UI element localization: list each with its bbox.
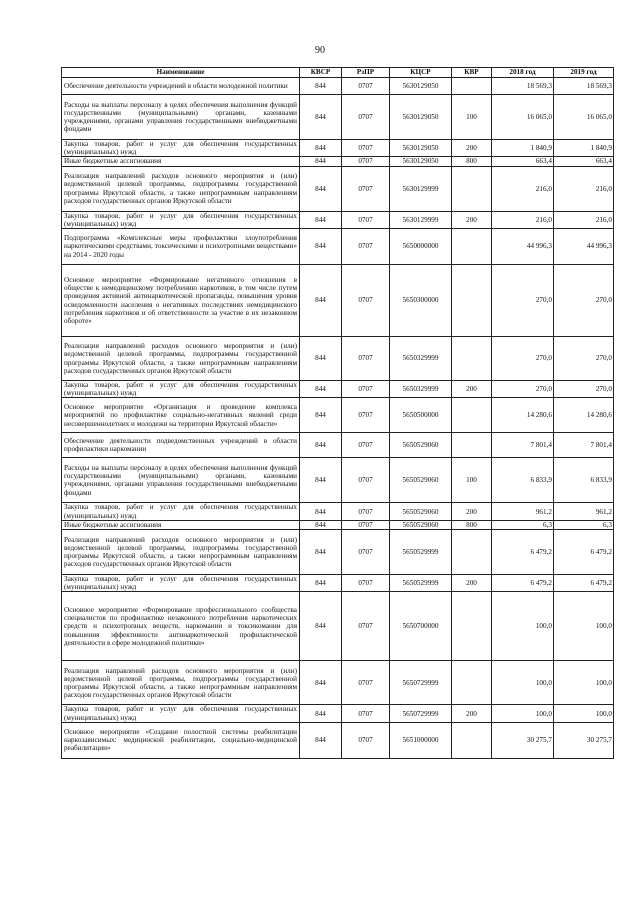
col-header-kvsr: КВСР bbox=[300, 68, 342, 78]
cell-2018: 216,0 bbox=[492, 211, 554, 228]
cell-kcsr: 5650329999 bbox=[390, 381, 452, 398]
cell-kvr bbox=[452, 592, 492, 661]
cell-kcsr: 5650329999 bbox=[390, 337, 452, 381]
cell-kvr bbox=[452, 229, 492, 265]
cell-kcsr: 5630129999 bbox=[390, 211, 452, 228]
cell-2019: 270,0 bbox=[554, 265, 614, 337]
cell-name: Иные бюджетные ассигнования bbox=[62, 157, 300, 166]
cell-kvsr: 844 bbox=[300, 95, 342, 140]
cell-kvsr: 844 bbox=[300, 265, 342, 337]
cell-name: Реализация направлений расходов основного мероприятия и (или) ведомственной целевой программы, подпрограммы государственной программы Иркутской области, а также непрограммным направлениям расходов государственных органов Иркутской области bbox=[62, 661, 300, 705]
table-row bbox=[62, 705, 614, 722]
cell-kvsr: 844 bbox=[300, 722, 342, 758]
cell-kvsr: 844 bbox=[300, 520, 342, 529]
cell-kvr bbox=[452, 337, 492, 381]
cell-name: Основное мероприятие «Формирование профессионального сообщества специалистов по профилактике незаконного потребления наркотических средств и психотропных веществ, наркомании и токсикомании для повышения эффективности антинаркотической профилактической деятельности в сфере молодежной политики» bbox=[62, 592, 300, 661]
cell-kvsr: 844 bbox=[300, 433, 342, 458]
table-row bbox=[62, 433, 614, 458]
cell-kvr bbox=[452, 78, 492, 95]
cell-2019: 663,4 bbox=[554, 157, 614, 166]
cell-2019: 100,0 bbox=[554, 661, 614, 705]
cell-2018: 270,0 bbox=[492, 265, 554, 337]
cell-2018: 7 801,4 bbox=[492, 433, 554, 458]
cell-rzpr: 0707 bbox=[342, 705, 390, 722]
cell-kvr: 100 bbox=[452, 95, 492, 140]
cell-2018: 6 479,2 bbox=[492, 530, 554, 575]
table-row bbox=[62, 229, 614, 265]
cell-2019: 1 840,9 bbox=[554, 140, 614, 157]
table-row bbox=[62, 78, 614, 95]
cell-2018: 1 840,9 bbox=[492, 140, 554, 157]
col-header-rzpr: РзПР bbox=[342, 68, 390, 78]
cell-kvsr: 844 bbox=[300, 337, 342, 381]
cell-2018: 270,0 bbox=[492, 337, 554, 381]
cell-kvsr: 844 bbox=[300, 530, 342, 575]
table-row bbox=[62, 592, 614, 661]
cell-kvr: 200 bbox=[452, 211, 492, 228]
cell-rzpr: 0707 bbox=[342, 265, 390, 337]
cell-kvsr: 844 bbox=[300, 211, 342, 228]
col-header-2018: 2018 год bbox=[492, 68, 554, 78]
cell-kvr: 200 bbox=[452, 140, 492, 157]
cell-2019: 6 479,2 bbox=[554, 575, 614, 592]
cell-rzpr: 0707 bbox=[342, 166, 390, 211]
cell-2018: 6 833,9 bbox=[492, 458, 554, 503]
cell-name: Закупка товаров, работ и услуг для обеспечения государственных (муниципальных) нужд bbox=[62, 705, 300, 722]
cell-kcsr: 5630129999 bbox=[390, 166, 452, 211]
cell-2019: 216,0 bbox=[554, 166, 614, 211]
cell-kvsr: 844 bbox=[300, 229, 342, 265]
cell-rzpr: 0707 bbox=[342, 530, 390, 575]
cell-2019: 30 275,7 bbox=[554, 722, 614, 758]
cell-kvr: 800 bbox=[452, 520, 492, 529]
table-row bbox=[62, 166, 614, 211]
cell-rzpr: 0707 bbox=[342, 592, 390, 661]
table-header-row bbox=[62, 68, 614, 78]
table-row bbox=[62, 140, 614, 157]
cell-kvr bbox=[452, 433, 492, 458]
cell-rzpr: 0707 bbox=[342, 398, 390, 433]
cell-2018: 30 275,7 bbox=[492, 722, 554, 758]
cell-2019: 6,3 bbox=[554, 520, 614, 529]
cell-name: Реализация направлений расходов основного мероприятия и (или) ведомственной целевой программы, подпрограммы государственной программы Иркутской области, а также непрограммным направлениям расходов государственных органов Иркутской области bbox=[62, 337, 300, 381]
cell-2019: 44 996,3 bbox=[554, 229, 614, 265]
cell-rzpr: 0707 bbox=[342, 520, 390, 529]
cell-2019: 6 479,2 bbox=[554, 530, 614, 575]
cell-name: Иные бюджетные ассигнования bbox=[62, 520, 300, 529]
cell-2018: 663,4 bbox=[492, 157, 554, 166]
cell-name: Расходы на выплаты персоналу в целях обеспечения выполнения функций государственными (муниципальными) органами, казенными учреждениями, органами управления государственными внебюджетными фондами bbox=[62, 458, 300, 503]
cell-2019: 216,0 bbox=[554, 211, 614, 228]
cell-rzpr: 0707 bbox=[342, 661, 390, 705]
cell-name: Обеспечение деятельности подведомственных учреждений в области профилактики наркомании bbox=[62, 433, 300, 458]
cell-rzpr: 0707 bbox=[342, 140, 390, 157]
cell-2018: 6 479,2 bbox=[492, 575, 554, 592]
cell-2019: 7 801,4 bbox=[554, 433, 614, 458]
cell-2018: 6,3 bbox=[492, 520, 554, 529]
cell-kcsr: 5650529060 bbox=[390, 433, 452, 458]
cell-2019: 100,0 bbox=[554, 592, 614, 661]
cell-2018: 100,0 bbox=[492, 592, 554, 661]
table-row bbox=[62, 458, 614, 503]
col-header-name: Наименование bbox=[62, 68, 300, 78]
table-row bbox=[62, 157, 614, 166]
cell-kcsr: 5650529999 bbox=[390, 530, 452, 575]
cell-rzpr: 0707 bbox=[342, 458, 390, 503]
cell-rzpr: 0707 bbox=[342, 211, 390, 228]
table-row bbox=[62, 211, 614, 228]
cell-kcsr: 5630129050 bbox=[390, 140, 452, 157]
cell-kvr bbox=[452, 530, 492, 575]
cell-kcsr: 5630129050 bbox=[390, 95, 452, 140]
cell-2019: 16 065,0 bbox=[554, 95, 614, 140]
cell-name: Основное мероприятие «Создание полостной системы реабилитации наркозависимых: медицинской реабилитации, социально-медицинской реабилитации» bbox=[62, 722, 300, 758]
cell-name: Закупка товаров, работ и услуг для обеспечения государственных (муниципальных) нужд bbox=[62, 503, 300, 520]
cell-kvr: 200 bbox=[452, 503, 492, 520]
cell-name: Обеспечение деятельности учреждений в области молодежной политики bbox=[62, 78, 300, 95]
cell-2018: 961,2 bbox=[492, 503, 554, 520]
cell-kvr bbox=[452, 265, 492, 337]
cell-name: Закупка товаров, работ и услуг для обеспечения государственных (муниципальных) нужд bbox=[62, 140, 300, 157]
table-row bbox=[62, 575, 614, 592]
col-header-2019: 2019 год bbox=[554, 68, 614, 78]
cell-kvsr: 844 bbox=[300, 166, 342, 211]
cell-rzpr: 0707 bbox=[342, 722, 390, 758]
cell-kvr bbox=[452, 661, 492, 705]
cell-kcsr: 5650529060 bbox=[390, 503, 452, 520]
cell-2019: 14 280,6 bbox=[554, 398, 614, 433]
cell-name: Основное мероприятие «Организация и проведение комплекса мероприятий по профилактике социально-негативных явлений среди несовершеннолетних и молодежи на территории Иркутской области» bbox=[62, 398, 300, 433]
table-row bbox=[62, 398, 614, 433]
cell-name: Расходы на выплаты персоналу в целях обеспечения выполнения функций государственными (муниципальными) органами, казенными учреждениями, органами управления государственными внебюджетными фондами bbox=[62, 95, 300, 140]
cell-kvr: 800 bbox=[452, 157, 492, 166]
cell-kcsr: 5651000000 bbox=[390, 722, 452, 758]
cell-kcsr: 5650529999 bbox=[390, 575, 452, 592]
cell-kcsr: 5650729999 bbox=[390, 705, 452, 722]
cell-2019: 270,0 bbox=[554, 337, 614, 381]
cell-kvsr: 844 bbox=[300, 140, 342, 157]
cell-kvsr: 844 bbox=[300, 503, 342, 520]
cell-2019: 18 569,3 bbox=[554, 78, 614, 95]
cell-kvsr: 844 bbox=[300, 78, 342, 95]
cell-name: Закупка товаров, работ и услуг для обеспечения государственных (муниципальных) нужд bbox=[62, 381, 300, 398]
cell-kvsr: 844 bbox=[300, 705, 342, 722]
table-row bbox=[62, 503, 614, 520]
cell-kcsr: 5650729999 bbox=[390, 661, 452, 705]
cell-kvsr: 844 bbox=[300, 398, 342, 433]
page-number: 90 bbox=[315, 45, 325, 56]
cell-kcsr: 5650500000 bbox=[390, 398, 452, 433]
cell-kvr: 200 bbox=[452, 575, 492, 592]
cell-2018: 270,0 bbox=[492, 381, 554, 398]
table-row bbox=[62, 337, 614, 381]
table-row bbox=[62, 265, 614, 337]
cell-2019: 961,2 bbox=[554, 503, 614, 520]
cell-2018: 16 065,0 bbox=[492, 95, 554, 140]
cell-kcsr: 5650529060 bbox=[390, 520, 452, 529]
cell-rzpr: 0707 bbox=[342, 575, 390, 592]
cell-2018: 18 569,3 bbox=[492, 78, 554, 95]
cell-name: Основное мероприятие «Формирование негативного отношения в обществе к немедицинскому потреблению наркотиков, в том числе путем проведения активной антинаркотической пропаганды, повышения уровня осведомленности населения о негативных последствиях немедицинского потребления наркотиков и об ответственности за участие в их незаконном обороте» bbox=[62, 265, 300, 337]
cell-name: Закупка товаров, работ и услуг для обеспечения государственных (муниципальных) нужд bbox=[62, 211, 300, 228]
cell-kcsr: 5630129050 bbox=[390, 157, 452, 166]
cell-2018: 216,0 bbox=[492, 166, 554, 211]
cell-kvr: 200 bbox=[452, 705, 492, 722]
cell-kcsr: 5650000000 bbox=[390, 229, 452, 265]
cell-kcsr: 5650529060 bbox=[390, 458, 452, 503]
cell-kcsr: 5650700000 bbox=[390, 592, 452, 661]
cell-kcsr: 5650300000 bbox=[390, 265, 452, 337]
table-row bbox=[62, 381, 614, 398]
col-header-kvr: КВР bbox=[452, 68, 492, 78]
cell-kvr: 100 bbox=[452, 458, 492, 503]
cell-rzpr: 0707 bbox=[342, 337, 390, 381]
cell-name: Подпрограмма «Комплексные меры профилактики злоупотребления наркотическими средствами, токсическими и психотропными веществами» на 2014 - 2020 годы bbox=[62, 229, 300, 265]
cell-kvr: 200 bbox=[452, 381, 492, 398]
cell-kvr bbox=[452, 398, 492, 433]
cell-kvsr: 844 bbox=[300, 575, 342, 592]
table-row bbox=[62, 530, 614, 575]
cell-rzpr: 0707 bbox=[342, 157, 390, 166]
cell-2018: 44 996,3 bbox=[492, 229, 554, 265]
table-row bbox=[62, 722, 614, 758]
cell-kcsr: 5630129050 bbox=[390, 78, 452, 95]
cell-kvsr: 844 bbox=[300, 661, 342, 705]
cell-rzpr: 0707 bbox=[342, 95, 390, 140]
cell-2019: 270,0 bbox=[554, 381, 614, 398]
cell-2018: 100,0 bbox=[492, 705, 554, 722]
cell-rzpr: 0707 bbox=[342, 381, 390, 398]
cell-name: Реализация направлений расходов основного мероприятия и (или) ведомственной целевой программы, подпрограммы государственной программы Иркутской области, а также непрограммным направлениям расходов государственных органов Иркутской области bbox=[62, 166, 300, 211]
cell-rzpr: 0707 bbox=[342, 78, 390, 95]
cell-kvsr: 844 bbox=[300, 157, 342, 166]
budget-table bbox=[61, 67, 614, 759]
cell-name: Закупка товаров, работ и услуг для обеспечения государственных (муниципальных) нужд bbox=[62, 575, 300, 592]
table-row bbox=[62, 520, 614, 529]
cell-2018: 14 280,6 bbox=[492, 398, 554, 433]
cell-kvr bbox=[452, 166, 492, 211]
col-header-kcsr: КЦСР bbox=[390, 68, 452, 78]
table-body bbox=[62, 78, 614, 759]
table-row bbox=[62, 95, 614, 140]
table-row bbox=[62, 661, 614, 705]
cell-rzpr: 0707 bbox=[342, 433, 390, 458]
cell-rzpr: 0707 bbox=[342, 503, 390, 520]
cell-name: Реализация направлений расходов основного мероприятия и (или) ведомственной целевой программы, подпрограммы государственной программы Иркутской области, а также непрограммным направлениям расходов государственных органов Иркутской области bbox=[62, 530, 300, 575]
cell-kvsr: 844 bbox=[300, 458, 342, 503]
cell-2018: 100,0 bbox=[492, 661, 554, 705]
cell-2019: 100,0 bbox=[554, 705, 614, 722]
cell-kvsr: 844 bbox=[300, 381, 342, 398]
cell-kvr bbox=[452, 722, 492, 758]
cell-2019: 6 833,9 bbox=[554, 458, 614, 503]
cell-kvsr: 844 bbox=[300, 592, 342, 661]
cell-rzpr: 0707 bbox=[342, 229, 390, 265]
